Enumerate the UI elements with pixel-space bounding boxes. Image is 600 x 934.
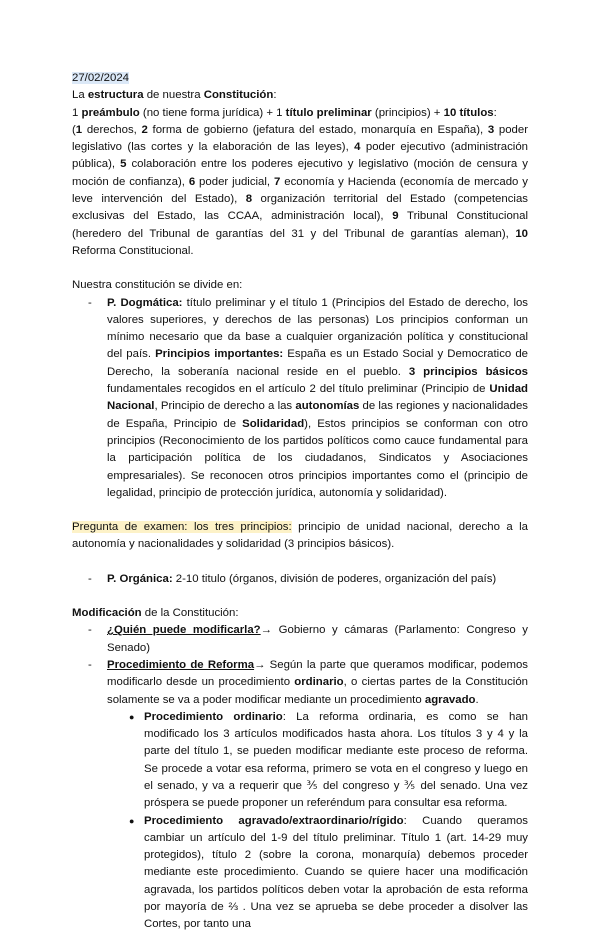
highlighted-run: Pregunta de examen: bbox=[72, 521, 188, 534]
text-run: 1 bbox=[72, 106, 82, 119]
text-run: de nuestra bbox=[143, 89, 204, 102]
text-run: España es un Estado Social y Democratico de Derecho, la soberanía nacional reside en el pueblo. bbox=[107, 348, 528, 378]
list-item-dogmatica bbox=[72, 295, 528, 503]
text-run: → Gobierno y cámaras (Parlamento: Congreso y Senado) bbox=[107, 624, 528, 654]
spacer bbox=[72, 260, 528, 277]
bold-run: ordinario bbox=[294, 676, 344, 689]
text-run: fundamentales recogidos en el artículo 2 del título preliminar (Principio de bbox=[107, 383, 490, 396]
highlighted-run: los tres principios: bbox=[193, 521, 292, 534]
bold-run: título preliminar bbox=[285, 106, 372, 119]
bold-run: agravado bbox=[424, 693, 476, 706]
text-run: poder legislativo (las cortes y la elaboración de las leyes), bbox=[72, 123, 528, 154]
bold-run: 9 bbox=[392, 210, 399, 223]
text-run: Reforma Constitucional. bbox=[72, 244, 194, 257]
bold-run: Procedimiento ordinario bbox=[144, 710, 283, 723]
text-run: derechos, bbox=[82, 123, 142, 136]
sub-item-aggravated bbox=[72, 813, 528, 934]
text-run: economía y Hacienda (economía de mercado y leve intervención del Estado), bbox=[72, 175, 528, 206]
text-run: forma de gobierno (jefatura del estado, monarquía en España), bbox=[147, 123, 488, 136]
divide-intro: Nuestra constitución se divide en: bbox=[72, 279, 243, 292]
highlighted-run bbox=[187, 521, 193, 533]
bold-run: preámbulo bbox=[81, 106, 140, 119]
list-item-organica bbox=[72, 571, 528, 588]
list-item-reform-procedure bbox=[72, 657, 528, 709]
bullet-marker: ● bbox=[129, 711, 135, 722]
titles-paragraph bbox=[72, 122, 528, 260]
bold-run: Principios importantes: bbox=[155, 348, 284, 361]
modification-heading bbox=[72, 605, 528, 622]
bold-run: Procedimiento agravado/extraordinario/rígido bbox=[144, 814, 404, 827]
bold-run: ¿Quién puede modificarla? bbox=[107, 624, 261, 637]
bold-run: P. Orgánica: bbox=[107, 572, 173, 585]
bold-run: Procedimiento de Reforma bbox=[107, 658, 255, 671]
text-run: (principios) + bbox=[371, 106, 444, 119]
text-run: → Según la parte que queramos modificar, podemos modificarlo desde un procedimiento bbox=[107, 658, 528, 689]
bold-run: estructura bbox=[87, 89, 144, 102]
date-text: 27/02/2024 bbox=[72, 72, 130, 84]
structure-summary bbox=[72, 105, 528, 122]
bold-run: 10 títulos bbox=[443, 106, 494, 119]
spacer bbox=[72, 588, 528, 605]
text-run: : Cuando queramos cambiar un artículo del 1-9 del título preliminar. Título 1 (art. 14-29 muy protegidos), título 2 (sobre la corona, monarquía) debemos proceder mediante este procedimiento. Cuando se quiere hacer una modificación agravada, los partidos políticos deben votar la aprobación de esta reforma por mayoría de ⅔ . Una vez se aprueba se debe proceder a disolver las Cortes, por tanto una bbox=[144, 814, 528, 931]
bold-run: Modificación bbox=[72, 607, 142, 620]
text-run: 2-10 titulo (órganos, división de poderes, organización del país) bbox=[172, 572, 497, 585]
structure-heading bbox=[72, 87, 528, 104]
spacer bbox=[72, 554, 528, 571]
sub-item-ordinary bbox=[72, 709, 528, 813]
bold-run: 10 bbox=[515, 227, 528, 240]
text-run: poder ejecutivo (administración pública), bbox=[72, 141, 528, 171]
bold-run: 4 bbox=[354, 141, 361, 154]
bold-run: Constitución bbox=[203, 89, 274, 102]
bold-run: 2 bbox=[141, 123, 148, 136]
dash-marker: - bbox=[88, 624, 92, 637]
text-run: de las regiones y nacionalidades de España, Principio de bbox=[107, 400, 528, 430]
text-run: , o ciertas partes de la Constitución solamente se va a poder modificar mediante un procedimiento bbox=[107, 676, 528, 706]
bold-run: 3 principios básicos bbox=[408, 365, 528, 378]
list-item-who-can-modify bbox=[72, 622, 528, 657]
text-run: título preliminar y el título 1 (Principios del Estado de derecho, los valores superiores, y derechos de las personas) Los principios conforman un mínimo necesario que da base a cualquier organización política y constitucional del país. bbox=[107, 296, 529, 361]
text-run: : bbox=[273, 89, 277, 102]
date-line bbox=[72, 70, 528, 87]
text-run: de la Constitución: bbox=[141, 607, 239, 620]
dash-marker: - bbox=[88, 296, 92, 309]
bold-run: 6 bbox=[188, 175, 196, 188]
bold-run: 3 bbox=[487, 123, 495, 136]
document-page bbox=[72, 70, 528, 934]
text-run: La bbox=[72, 89, 88, 102]
text-run: colaboración entre los poderes ejecutivo y legislativo (moción de censura y moción de confianza), bbox=[72, 158, 528, 188]
dash-marker: - bbox=[88, 572, 92, 585]
bold-run: P. Dogmática: bbox=[107, 296, 183, 309]
bold-run: autonomías bbox=[295, 400, 360, 413]
text-run: ( bbox=[72, 123, 76, 136]
bold-run: 8 bbox=[245, 193, 253, 206]
text-run: principio de unidad nacional, derecho a la autonomía y nacionalidades y solidaridad (3 principios básicos). bbox=[72, 521, 528, 551]
bold-run: 7 bbox=[273, 175, 281, 188]
bold-run: 5 bbox=[120, 158, 127, 171]
text-run: poder judicial, bbox=[195, 175, 274, 188]
bullet-marker: ● bbox=[129, 815, 135, 826]
bold-run: 1 bbox=[75, 123, 83, 136]
bold-run: Solidaridad bbox=[242, 417, 305, 430]
text-run: ), Estos principios se conforman con otro principios (Reconocimiento de los partidos políticos como cauce fundamental para la participación política de los ciudadanos, Sindicatos y Asociaciones empresariales). Se reconocen otros principios importantes como el (principio de legalidad, principio de protección jurídica, autonomía y solidaridad). bbox=[107, 417, 529, 499]
text-run: Tribunal Constitucional (heredero del Tribunal de garantías del 31 y del Tribunal de garantías aleman), bbox=[72, 210, 529, 240]
text-run: . bbox=[475, 693, 479, 706]
bold-run: Unidad Nacional bbox=[107, 383, 528, 413]
text-run: : La reforma ordinaria, es como se han modificado los 3 artículos modificados hasta ahora. Los títulos 3 y 4 y la parte del título 1, se pueden modificar mediante este proceso de reforma. Se procede a votar esa reforma, primero se vota en el congreso y luego en el senado, y va a requerir que ⅗ del congreso y ⅗ del senado. Una vez próspera se puede proponer un referéndum para consultar esa reforma. bbox=[144, 710, 528, 810]
dash-marker: - bbox=[88, 658, 92, 671]
exam-question bbox=[72, 519, 528, 554]
text-run: organización territorial del Estado (competencias exclusivas del Estado, las CCAA, administración local), bbox=[72, 193, 528, 223]
text-run: : bbox=[493, 106, 497, 119]
text-run: (no tiene forma jurídica) + 1 bbox=[139, 106, 286, 119]
text-run: , Principio de derecho a las bbox=[154, 400, 296, 413]
spacer bbox=[72, 502, 528, 519]
